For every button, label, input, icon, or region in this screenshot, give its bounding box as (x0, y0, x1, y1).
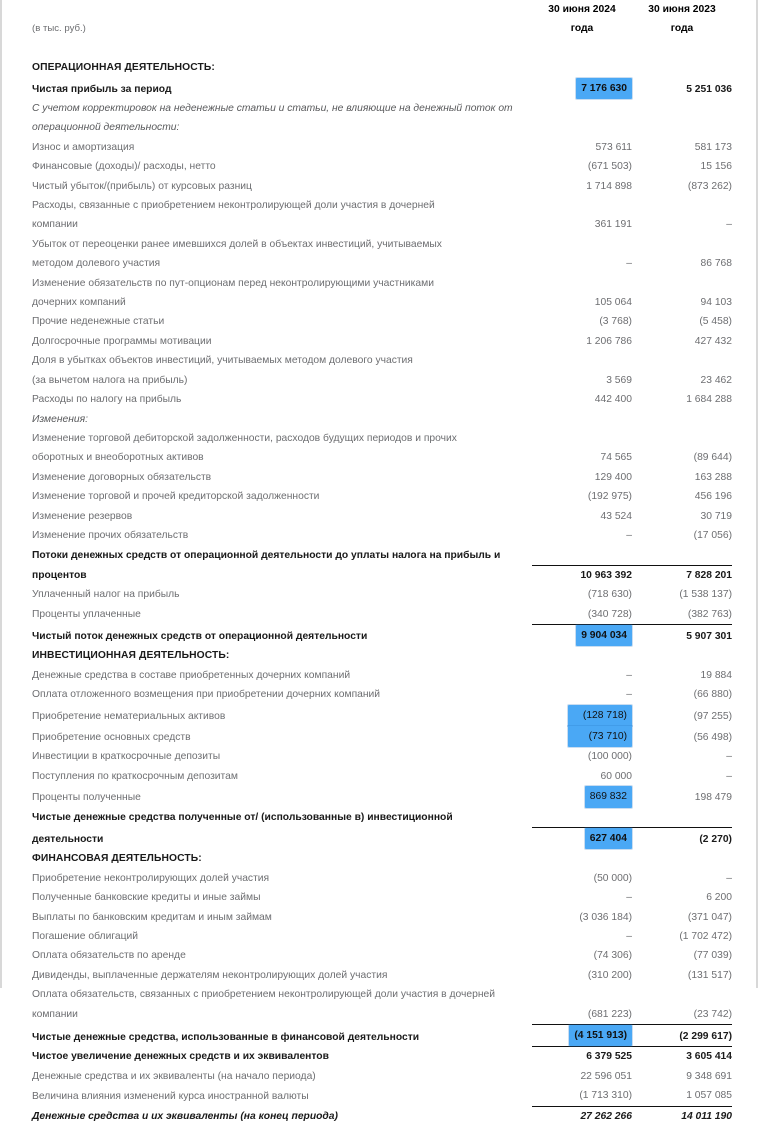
value-cell-col1 (532, 545, 632, 565)
table-row (32, 351, 732, 370)
table-row (32, 507, 732, 526)
column-header-2024-line1: 30 июня 2024 (548, 4, 616, 15)
row-label: Чистая прибыль за период (32, 83, 172, 95)
table-row (32, 808, 732, 828)
value-cell-col2: (23 742) (693, 1008, 732, 1020)
row-label: Приобретение нематериальных активов (32, 710, 226, 722)
value-cell-col1 (532, 196, 632, 215)
value-cell-col2: (17 056) (693, 529, 732, 541)
value-cell-col2: 198 479 (694, 792, 732, 804)
table-row (32, 869, 732, 888)
value-cell-col1: (3 768) (599, 316, 632, 328)
value-cell-col1: 1 714 898 (586, 180, 632, 192)
value-cell-col1: 1 206 786 (586, 335, 632, 347)
row-label: Полученные банковские кредиты и иные займы (32, 892, 261, 904)
value-cell-col2: (371 047) (687, 911, 732, 923)
table-row (32, 685, 732, 704)
value-cell-col1 (532, 58, 632, 77)
value-cell-col2: 163 288 (694, 471, 732, 483)
column-header-2023 (632, 0, 732, 39)
table-row (32, 605, 732, 625)
value-cell-col2: 3 605 414 (632, 1047, 732, 1067)
value-cell-col2: (2 270) (632, 828, 732, 850)
value-cell-col2: 1 057 085 (686, 1090, 732, 1102)
value-cell-col1 (532, 808, 632, 828)
unit-note: (в тыс. руб.) (32, 23, 86, 35)
value-cell-col2: – (726, 751, 732, 763)
value-cell-col2: 23 462 (700, 374, 732, 386)
value-cell-col1 (532, 274, 632, 293)
row-label: ОПЕРАЦИОННАЯ ДЕЯТЕЛЬНОСТЬ: (32, 62, 215, 74)
value-cell-col2: 9 348 691 (686, 1070, 732, 1082)
value-cell-col2 (632, 808, 732, 828)
table-row (32, 927, 732, 946)
value-cell-col1 (532, 410, 632, 429)
value-cell-col1: (192 975) (587, 491, 632, 503)
table-row (32, 624, 732, 646)
value-cell-col1 (532, 1025, 632, 1047)
row-label: Оплата обязательств по аренде (32, 950, 186, 962)
row-label: Приобретение основных средств (32, 732, 191, 743)
value-cell-col2 (632, 351, 732, 370)
column-header-2024-line2: года (570, 23, 594, 35)
table-row (32, 332, 732, 351)
value-cell-col2 (632, 99, 732, 118)
value-cell-col1: 361 191 (594, 219, 632, 231)
cashflow-table-body (32, 58, 732, 1126)
value-cell-col1: 74 565 (600, 452, 632, 464)
table-row (32, 1086, 732, 1106)
row-label: Чистое увеличение денежных средств и их эквивалентов (32, 1051, 329, 1063)
row-label: С учетом корректировок на неденежные статьи и статьи, не влияющие на денежный поток от (32, 103, 513, 115)
value-cell-col2 (632, 985, 732, 1004)
column-header-2023-line2: года (670, 23, 694, 35)
row-label: Изменение торговой дебиторской задолженности, расходов будущих периодов и прочих (32, 432, 457, 444)
value-cell-col2: 86 768 (700, 258, 732, 270)
row-label: Оплата обязательств, связанных с приобретением неконтролирующей доли участия в дочерней (32, 989, 496, 1001)
table-row (32, 312, 732, 331)
table-row (32, 293, 732, 312)
table-row (32, 985, 732, 1004)
value-cell-col2: (77 039) (693, 950, 732, 962)
value-cell-col1 (532, 646, 632, 665)
value-cell-col1 (532, 786, 632, 807)
value-cell-col2: 30 719 (700, 510, 732, 522)
highlighted-value: 627 404 (585, 828, 632, 849)
value-cell-col2 (632, 429, 732, 448)
value-cell-col1: (50 000) (593, 872, 632, 884)
table-row (32, 966, 732, 985)
row-label: процентов (32, 569, 87, 581)
value-cell-col1: 22 596 051 (580, 1070, 632, 1082)
row-label: Чистый убыток/(прибыль) от курсовых разниц (32, 180, 252, 192)
row-label: оборотных и внеоборотных активов (32, 452, 204, 464)
table-row (32, 254, 732, 273)
value-cell-col1: (3 036 184) (579, 911, 632, 923)
table-row (32, 786, 732, 807)
table-row (32, 849, 732, 868)
value-cell-col1 (532, 429, 632, 448)
table-row (32, 78, 732, 99)
value-cell-col2: 15 156 (700, 161, 732, 173)
table-row (32, 526, 732, 545)
value-cell-col2: 94 103 (700, 297, 732, 309)
table-row (32, 747, 732, 766)
row-label: методом долевого участия (32, 258, 161, 270)
row-label: Чистый поток денежных средств от операционной деятельности (32, 630, 368, 642)
value-cell-col2: 427 432 (694, 335, 732, 347)
value-cell-col1 (532, 849, 632, 868)
value-cell-col1: 27 262 266 (532, 1106, 632, 1126)
table-row (32, 99, 732, 118)
table-row (32, 726, 732, 747)
value-cell-col2: 6 200 (706, 892, 732, 904)
value-cell-col1 (532, 624, 632, 646)
value-cell-col1: – (626, 689, 632, 701)
row-label: ИНВЕСТИЦИОННАЯ ДЕЯТЕЛЬНОСТЬ: (32, 650, 230, 662)
value-cell-col1 (532, 118, 632, 137)
value-cell-col1 (532, 235, 632, 254)
row-label: Оплата отложенного возмещения при приобретении дочерних компаний (32, 689, 381, 701)
row-label: Денежные средства в составе приобретенных дочерних компаний (32, 669, 351, 681)
spacer-cell (532, 39, 632, 58)
value-cell-col1: 43 524 (600, 510, 632, 522)
value-cell-col2 (632, 545, 732, 565)
row-label: Денежные средства и их эквиваленты (на начало периода) (32, 1070, 316, 1082)
value-cell-col1: – (626, 669, 632, 681)
row-label: Величина влияния изменений курса иностранной валюты (32, 1090, 309, 1102)
value-cell-col2 (632, 849, 732, 868)
spacer-cell (32, 39, 532, 58)
table-row (32, 946, 732, 965)
row-label: Убыток от переоценки ранее имевшихся долей в объектах инвестиций, учитываемых (32, 238, 442, 250)
table-row (32, 468, 732, 487)
value-cell-col2 (632, 646, 732, 665)
row-label: Чистые денежные средства, использованные в финансовой деятельности (32, 1031, 420, 1043)
value-cell-col2 (632, 274, 732, 293)
value-cell-col2: (1 538 137) (679, 589, 732, 601)
value-cell-col1: – (626, 931, 632, 943)
value-cell-col1 (532, 351, 632, 370)
table-row (32, 888, 732, 907)
column-header-2024 (532, 0, 632, 39)
value-cell-col2: (873 262) (687, 180, 732, 192)
value-cell-col1: (100 000) (587, 751, 632, 763)
value-cell-col2: (2 299 617) (632, 1025, 732, 1047)
table-row (32, 545, 732, 565)
value-cell-col2: (5 458) (699, 316, 732, 328)
table-row (32, 1067, 732, 1086)
table-row (32, 828, 732, 850)
value-cell-col2: 14 011 190 (632, 1106, 732, 1126)
table-row (32, 1106, 732, 1126)
value-cell-col1: (74 306) (593, 950, 632, 962)
row-label: Изменение прочих обязательств (32, 529, 189, 541)
value-cell-col2: (1 702 472) (679, 931, 732, 943)
value-cell-col1 (532, 726, 632, 747)
row-label: Долгосрочные программы мотивации (32, 335, 212, 347)
value-cell-col2: 581 173 (694, 141, 732, 153)
value-cell-col2: – (726, 219, 732, 231)
value-cell-col1: 442 400 (594, 394, 632, 406)
table-row (32, 908, 732, 927)
column-header-2023-line1: 30 июня 2023 (648, 4, 716, 15)
value-cell-col2: 5 907 301 (632, 624, 732, 646)
value-cell-col1 (532, 828, 632, 850)
table-row (32, 585, 732, 604)
table-row (32, 410, 732, 429)
table-row (32, 487, 732, 506)
row-label: (за вычетом налога на прибыль) (32, 374, 188, 386)
table-row (32, 429, 732, 448)
row-label: компании (32, 219, 78, 231)
row-label: Приобретение неконтролирующих долей участия (32, 872, 270, 884)
table-row (32, 448, 732, 467)
row-label: операционной деятельности: (32, 122, 180, 134)
highlighted-value: 869 832 (585, 786, 632, 807)
value-cell-col2: (89 644) (693, 452, 732, 464)
value-cell-col1: (671 503) (587, 161, 632, 173)
value-cell-col2: (97 255) (693, 710, 732, 722)
value-cell-col2: 7 828 201 (632, 565, 732, 585)
table-row (32, 666, 732, 685)
row-label: Изменения: (32, 413, 88, 425)
row-label: Расходы по налогу на прибыль (32, 394, 182, 406)
value-cell-col1: 6 379 525 (532, 1047, 632, 1067)
value-cell-col2: 19 884 (700, 669, 732, 681)
value-cell-col2: (66 880) (693, 689, 732, 701)
row-label: Проценты уплаченные (32, 609, 141, 621)
table-row (32, 58, 732, 77)
value-cell-col2: 1 684 288 (686, 394, 732, 406)
table-row (32, 1047, 732, 1067)
row-label: Выплаты по банковским кредитам и иным займам (32, 911, 272, 923)
value-cell-col1: 105 064 (594, 297, 632, 309)
table-row (32, 390, 732, 409)
row-label: Инвестиции в краткосрочные депозиты (32, 751, 221, 763)
row-label: Погашение облигаций (32, 931, 138, 943)
header-spacer-row (32, 39, 732, 58)
value-cell-col2: – (726, 872, 732, 884)
row-label: деятельности (32, 834, 104, 846)
value-cell-col1: 129 400 (594, 471, 632, 483)
highlighted-value: (128 718) (568, 705, 632, 726)
cashflow-table (32, 0, 732, 1126)
value-cell-col1: – (626, 892, 632, 904)
value-cell-col1 (532, 985, 632, 1004)
table-row (32, 1025, 732, 1047)
value-cell-col2: – (726, 770, 732, 782)
row-label: компании (32, 1009, 78, 1021)
value-cell-col1: (310 200) (587, 969, 632, 981)
row-label: Уплаченный налог на прибыль (32, 589, 180, 601)
row-label: Денежные средства и их эквиваленты (на конец периода) (32, 1110, 338, 1122)
row-label: Изменение обязательств по пут-опционам перед неконтролирующими участниками (32, 277, 434, 289)
row-label: Изменение торговой и прочей кредиторской задолженности (32, 491, 320, 503)
cashflow-statement-sheet (2, 0, 760, 1122)
value-cell-col2 (632, 196, 732, 215)
value-cell-col1 (532, 705, 632, 726)
table-row (32, 118, 732, 137)
row-label: ФИНАНСОВАЯ ДЕЯТЕЛЬНОСТЬ: (32, 853, 202, 865)
row-label: Дивиденды, выплаченные держателям неконтролирующих долей участия (32, 969, 388, 981)
highlighted-value: (73 710) (568, 726, 632, 747)
highlighted-value: 7 176 630 (576, 78, 632, 99)
row-label: Поступления по краткосрочным депозитам (32, 770, 238, 782)
table-row (32, 157, 732, 176)
table-row (32, 565, 732, 585)
table-row (32, 705, 732, 726)
value-cell-col1: (1 713 310) (579, 1090, 632, 1102)
value-cell-col1: – (626, 529, 632, 541)
value-cell-col1 (532, 99, 632, 118)
value-cell-col1: 60 000 (600, 770, 632, 782)
row-label: дочерних компаний (32, 297, 126, 309)
header-row (32, 0, 732, 39)
value-cell-col1: 573 611 (595, 141, 632, 153)
table-row (32, 138, 732, 157)
table-row (32, 646, 732, 665)
row-label: Проценты полученные (32, 792, 141, 804)
table-row (32, 274, 732, 293)
row-label: Доля в убытках объектов инвестиций, учитываемых методом долевого участия (32, 355, 413, 367)
table-row (32, 215, 732, 234)
table-row (32, 1005, 732, 1025)
table-header (32, 0, 732, 58)
row-label: Износ и амортизация (32, 141, 135, 153)
value-cell-col1: 10 963 392 (532, 565, 632, 585)
row-label: Чистые денежные средства полученные от/ (использованные в) инвестиционной (32, 812, 453, 824)
table-row (32, 235, 732, 254)
value-cell-col1: (681 223) (587, 1008, 632, 1020)
value-cell-col1: (340 728) (587, 608, 632, 620)
value-cell-col2: 456 196 (694, 491, 732, 503)
value-cell-col2 (632, 118, 732, 137)
table-row (32, 767, 732, 786)
value-cell-col1: (718 630) (587, 589, 632, 601)
value-cell-col2: (131 517) (687, 969, 732, 981)
value-cell-col1: 3 569 (606, 374, 632, 386)
value-cell-col2: (56 498) (693, 732, 732, 743)
highlighted-value: (4 151 913) (569, 1025, 632, 1046)
value-cell-col2 (632, 410, 732, 429)
row-label: Изменение договорных обязательств (32, 471, 212, 483)
value-cell-col2: 5 251 036 (686, 83, 732, 95)
table-row (32, 177, 732, 196)
value-cell-col1: – (626, 258, 632, 270)
row-label: Изменение резервов (32, 510, 133, 522)
highlighted-value: 9 904 034 (576, 625, 632, 646)
value-cell-col2 (632, 58, 732, 77)
spacer-cell (632, 39, 732, 58)
row-label: Потоки денежных средств от операционной деятельности до уплаты налога на прибыль и (32, 549, 501, 561)
row-label: Расходы, связанные с приобретением неконтролирующей доли участия в дочерней (32, 200, 435, 212)
value-cell-col1 (532, 78, 632, 99)
value-cell-col2: (382 763) (687, 608, 732, 620)
row-label: Финансовые (доходы)/ расходы, нетто (32, 161, 216, 173)
table-row (32, 196, 732, 215)
table-row (32, 371, 732, 390)
value-cell-col2 (632, 235, 732, 254)
row-label: Прочие неденежные статьи (32, 316, 165, 328)
